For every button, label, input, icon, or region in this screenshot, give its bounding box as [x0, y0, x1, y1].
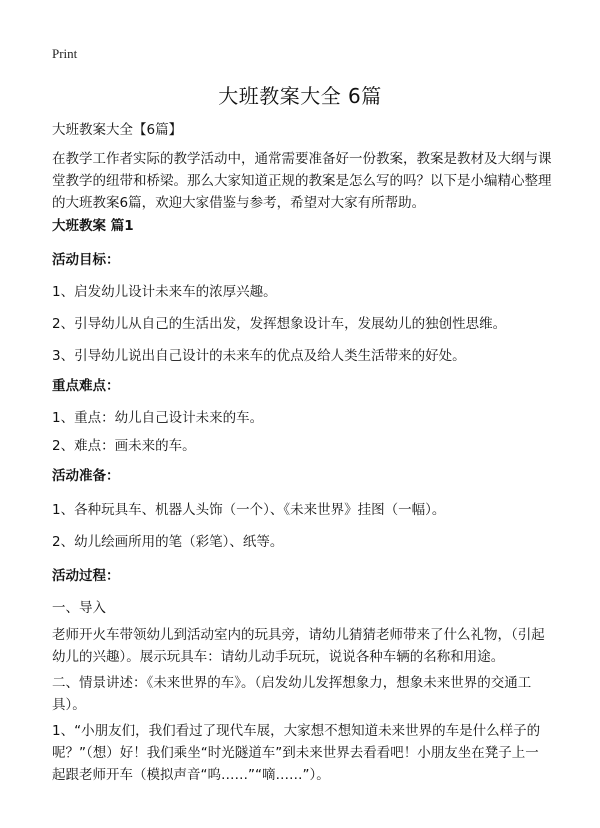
goal-item: 1、启发幼儿设计未来车的浓厚兴趣。: [52, 284, 277, 300]
goals-heading: 活动目标：: [52, 252, 120, 268]
step2-paragraph: 二、情景讲述：《未来世界的车》。（启发幼儿发挥想象力，想象未来世界的交通工具）。: [52, 675, 532, 713]
step1-heading: 一、导入: [52, 600, 106, 616]
goal-item: 3、引导幼儿说出自己设计的未来车的优点及给人类生活带来的好处。: [52, 348, 466, 364]
intro-paragraph: 在教学工作者实际的教学活动中，通常需要准备好一份教案，教案是教材及大纲与课堂教学的纽带和桥梁。那么大家知道正规的教案是怎么写的吗？以下是小编精心整理的大班教案6篇，欢迎大家借鉴与参考，希望对大家有所帮助。: [52, 151, 552, 211]
prep-item: 2、幼儿绘画所用的笔（彩笔）、纸等。: [52, 534, 284, 550]
document-title: 大班教案大全 6篇: [218, 84, 382, 108]
step1-paragraph: 老师开火车带领幼儿到活动室内的玩具旁，请幼儿猜猜老师带来了什么礼物，（引起幼儿的兴趣）。展示玩具车：请幼儿动手玩玩，说说各种车辆的名称和用途。: [52, 627, 545, 665]
section-title: 大班教案 篇1: [52, 218, 134, 234]
prep-heading: 活动准备：: [52, 468, 120, 484]
print-label: Print: [52, 46, 78, 61]
prep-item: 1、各种玩具车、机器人头饰（一个）、《未来世界》挂图（一幅）。: [52, 502, 446, 518]
keypoint-item: 2、难点：画未来的车。: [52, 438, 196, 454]
keypoints-heading: 重点难点：: [52, 378, 120, 394]
goal-item: 2、引导幼儿从自己的生活出发，发挥想象设计车，发展幼儿的独创性思维。: [52, 316, 507, 332]
process-heading: 活动过程：: [52, 568, 120, 584]
document-subtitle: 大班教案大全【6篇】: [52, 122, 183, 138]
step2-detail-paragraph: 1、“小朋友们，我们看过了现代车展，大家想不想知道未来世界的车是什么样子的呢？”（想）好！我们乘坐“时光隧道车”到未来世界去看看吧！小朋友坐在凳子上一起跟老师开车（模拟声音“呜……”“嘀……”）。: [52, 723, 541, 783]
keypoint-item: 1、重点：幼儿自己设计未来的车。: [52, 410, 264, 426]
